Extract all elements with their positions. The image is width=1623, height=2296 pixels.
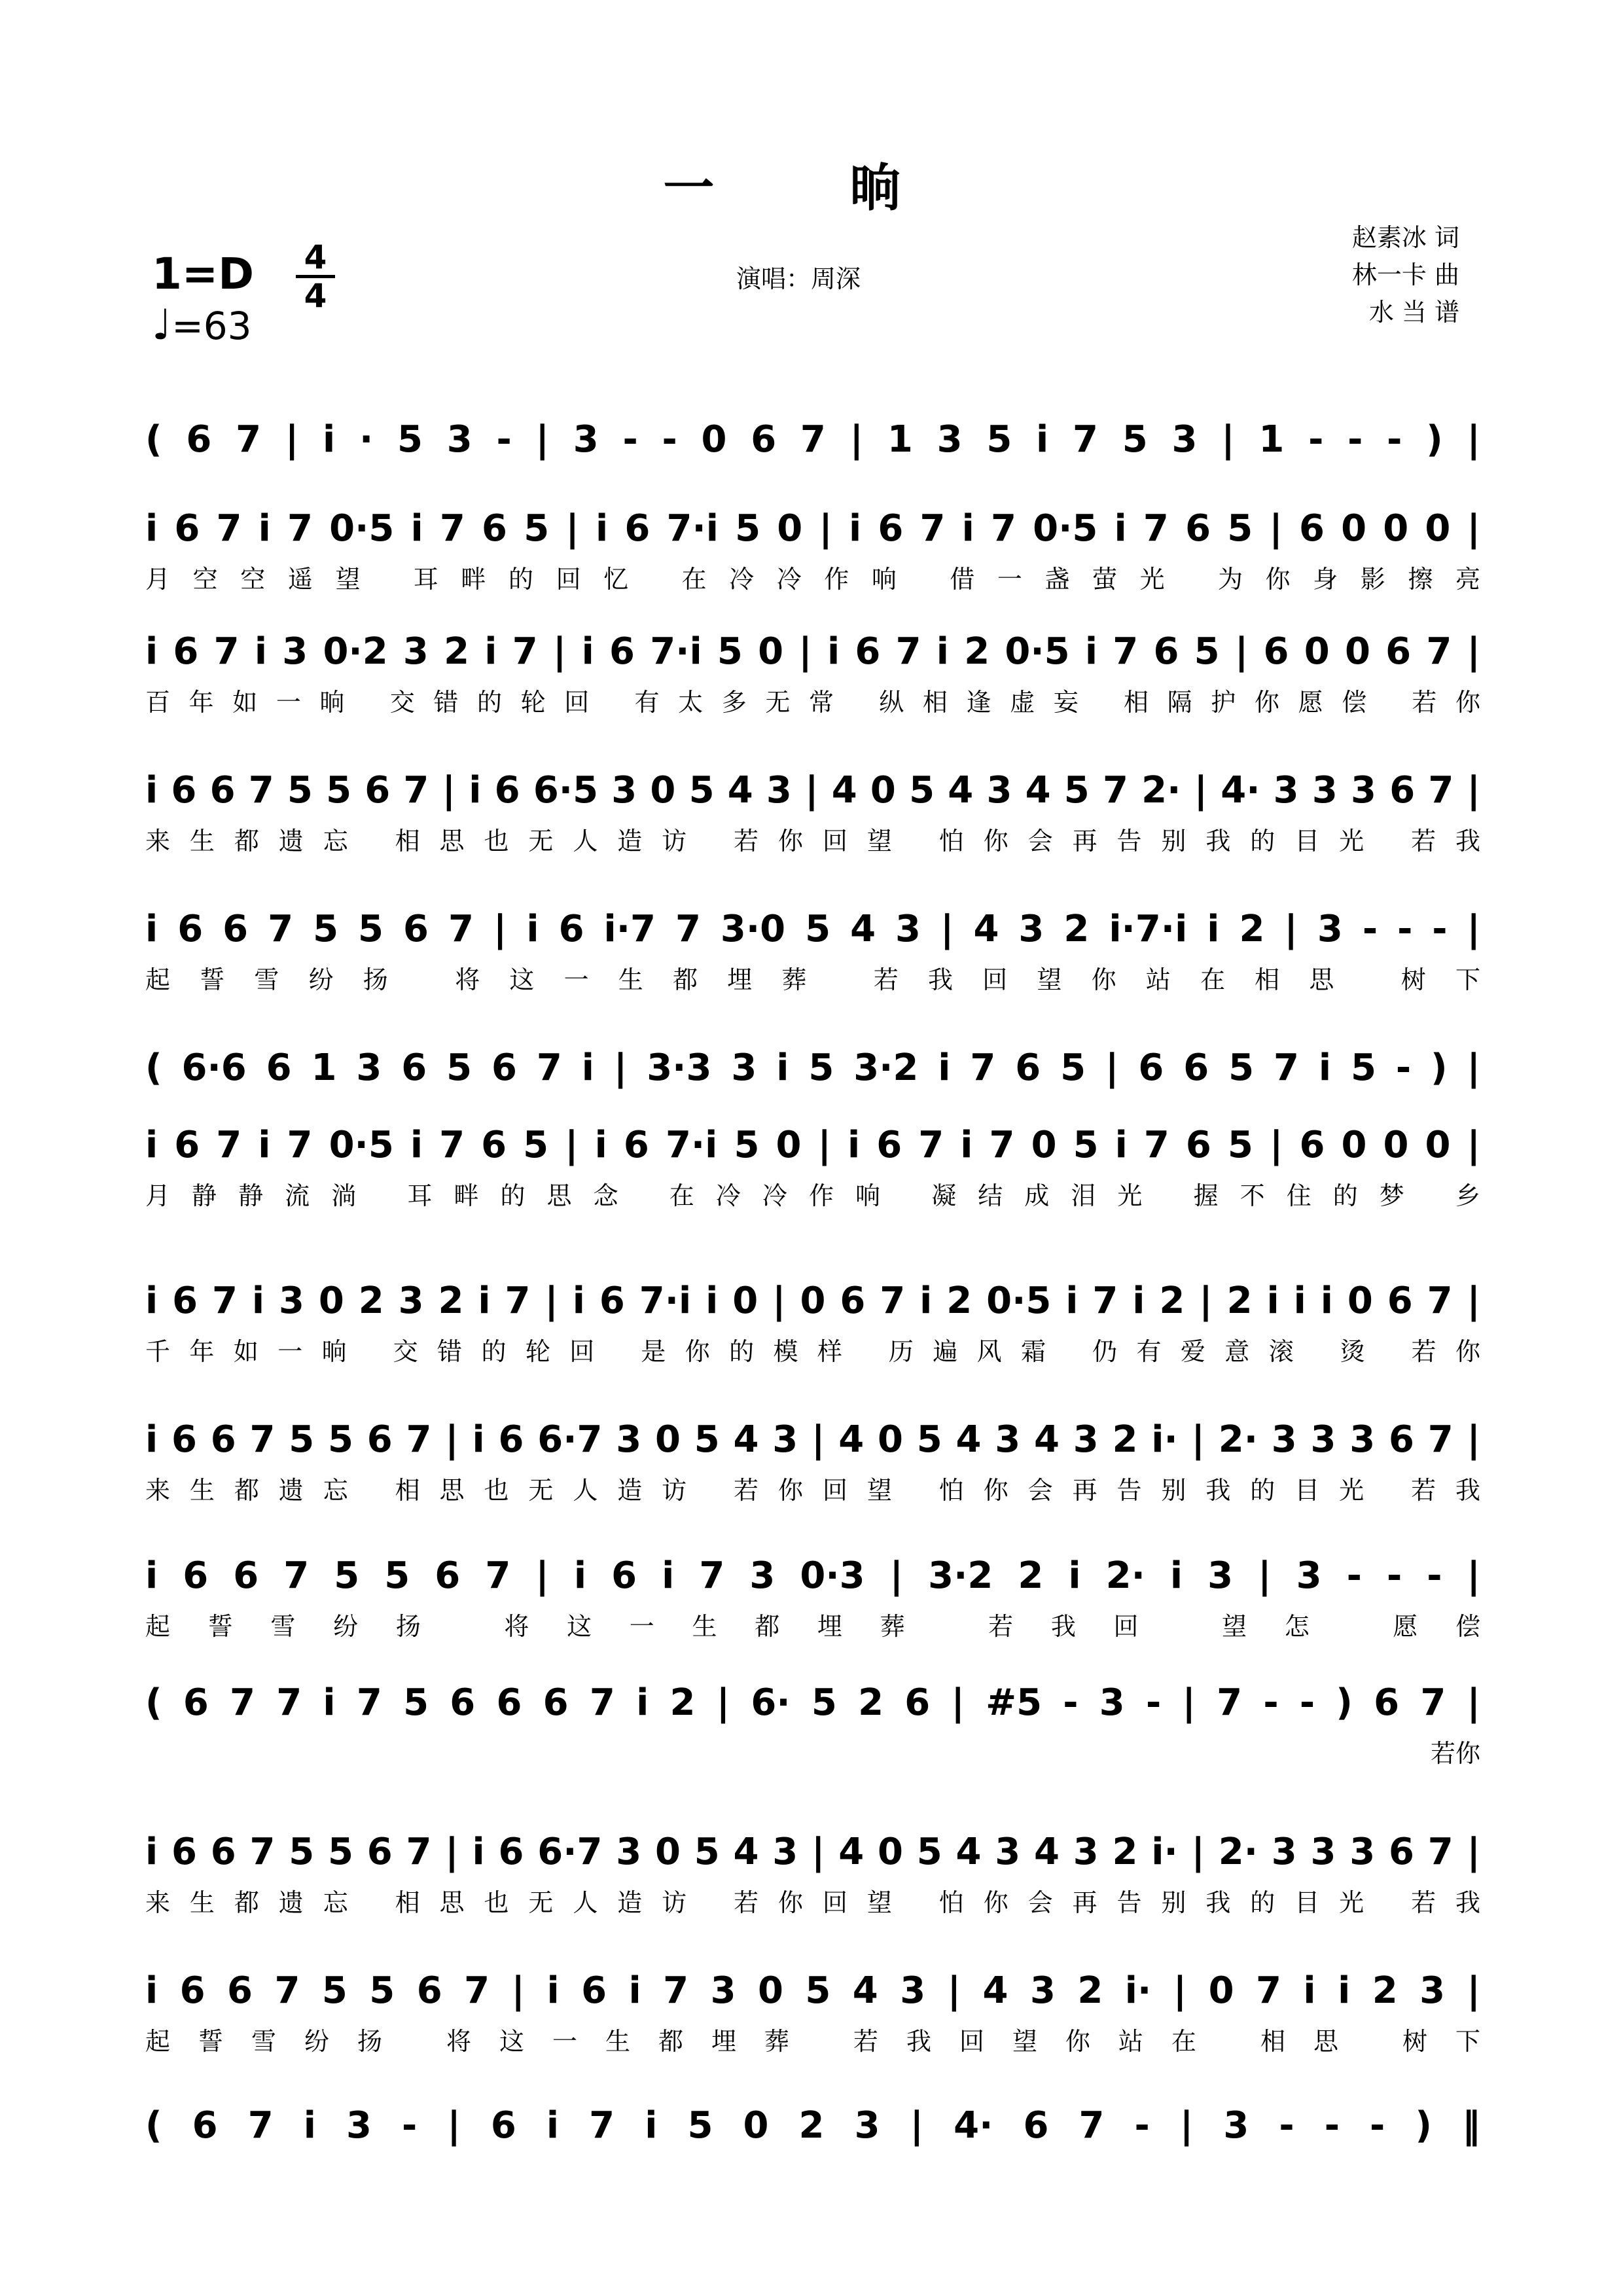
notation: i 6 6 7 5 5 6 7 | i 6 i 7 3 0·3 | 3·2 2 i 2· i 3 | 3 - - - | [145, 1554, 1480, 1597]
quarter-note-icon: ♩ [152, 301, 172, 350]
notation: i 6 7 i 3 0·2 3 2 i 7 | i 6 7·i 5 0 | i 6 7 i 2 0·5 i 7 6 5 | 6 0 0 6 7 | [145, 630, 1480, 673]
time-signature-bottom: 4 [304, 277, 327, 315]
lyrics: 起誓雪纷扬 将这一生都埋葬 若我回望你站在相思 树下 [145, 965, 1480, 994]
credits [1352, 219, 1459, 331]
time-signature-top: 4 [304, 238, 327, 276]
notation: i 6 7 i 7 0·5 i 7 6 5 | i 6 7·i 5 0 | i 6 7 i 7 0·5 i 7 6 5 | 6 0 0 0 | [145, 507, 1480, 550]
notation: ( 6·6 6 1 3 6 5 6 7 i | 3·3 3 i 5 3·2 i 7 6 5 | 6 6 5 7 i 5 - ) | [145, 1047, 1480, 1089]
notation: i 6 6 7 5 5 6 7 | i 6 6·5 3 0 5 4 3 | 4 0 5 4 3 4 5 7 2· | 4· 3 3 3 6 7 | [145, 769, 1480, 812]
transcriber-credit: 水 当 谱 [1368, 298, 1459, 327]
lyrics: 月空空遥望 耳畔的回忆 在冷冷作响 借一盏萤光 为你身影擦亮 [145, 565, 1480, 594]
lyrics: 千年如一晌 交错的轮回 是你的模样 历遍风霜 仍有爱意滚 烫 若你 [145, 1337, 1480, 1366]
lyrics: 若你 [1430, 1739, 1480, 1768]
notation: ( 6 7 i 3 - | 6 i 7 i 5 0 2 3 | 4· 6 7 - | 3 - - - ) ‖ [145, 2104, 1480, 2147]
notation: ( 6 7 | i · 5 3 - | 3 - - 0 6 7 | 1 3 5 i 7 5 3 | 1 - - - ) | [145, 418, 1480, 461]
singer-credit: 演唱：周深 [736, 264, 861, 293]
time-signature [296, 238, 335, 315]
notation: i 6 7 i 3 0 2 3 2 i 7 | i 6 7·i i 0 | 0 6 7 i 2 0·5 i 7 i 2 | 2 i i i 0 6 7 | [145, 1280, 1480, 1322]
tempo-value: =63 [171, 304, 252, 348]
notation: ( 6 7 7 i 7 5 6 6 6 7 i 2 | 6· 5 2 6 | #5 - 3 - | 7 - - ) 6 7 | [145, 1681, 1480, 1724]
notation: i 6 6 7 5 5 6 7 | i 6 i·7 7 3·0 5 4 3 | 4 3 2 i·7·i i 2 | 3 - - - | [145, 908, 1480, 950]
key-signature: 1=D [152, 249, 255, 299]
notation: i 6 7 i 7 0·5 i 7 6 5 | i 6 7·i 5 0 | i 6 7 i 7 0 5 i 7 6 5 | 6 0 0 0 | [145, 1124, 1480, 1166]
tempo-marking [152, 301, 252, 350]
lyrics: 来生都遗忘 相思也无人造访 若你回望 怕你会再告别我的目光 若我 [145, 1476, 1480, 1505]
notation: i 6 6 7 5 5 6 7 | i 6 i 7 3 0 5 4 3 | 4 3 2 i· | 0 7 i i 2 3 | [145, 1969, 1480, 2012]
song-title: 一 晌 [663, 159, 960, 218]
lyrics: 来生都遗忘 相思也无人造访 若你回望 怕你会再告别我的目光 若我 [145, 1888, 1480, 1917]
notation: i 6 6 7 5 5 6 7 | i 6 6·7 3 0 5 4 3 | 4 0 5 4 3 4 3 2 i· | 2· 3 3 3 6 7 | [145, 1831, 1480, 1873]
notation: i 6 6 7 5 5 6 7 | i 6 6·7 3 0 5 4 3 | 4 0 5 4 3 4 3 2 i· | 2· 3 3 3 6 7 | [145, 1418, 1480, 1461]
lyrics: 来生都遗忘 相思也无人造访 若你回望 怕你会再告别我的目光 若我 [145, 827, 1480, 855]
lyricist-credit: 赵素冰 词 [1351, 223, 1459, 252]
lyrics: 起誓雪纷扬 将这一生都埋葬 若我回 望怎 愿偿 [145, 1612, 1480, 1641]
lyrics: 百年如一晌 交错的轮回 有太多无常 纵相逢虚妄 相隔护你愿偿 若你 [145, 688, 1480, 717]
lyrics: 起誓雪纷扬 将这一生都埋葬 若我回望你站在 相思 树下 [145, 2027, 1480, 2056]
composer-credit: 林一卡 曲 [1351, 260, 1459, 289]
lyrics: 月静静流淌 耳畔的思念 在冷冷作响 凝结成泪光 握不住的梦 乡 [145, 1181, 1480, 1210]
